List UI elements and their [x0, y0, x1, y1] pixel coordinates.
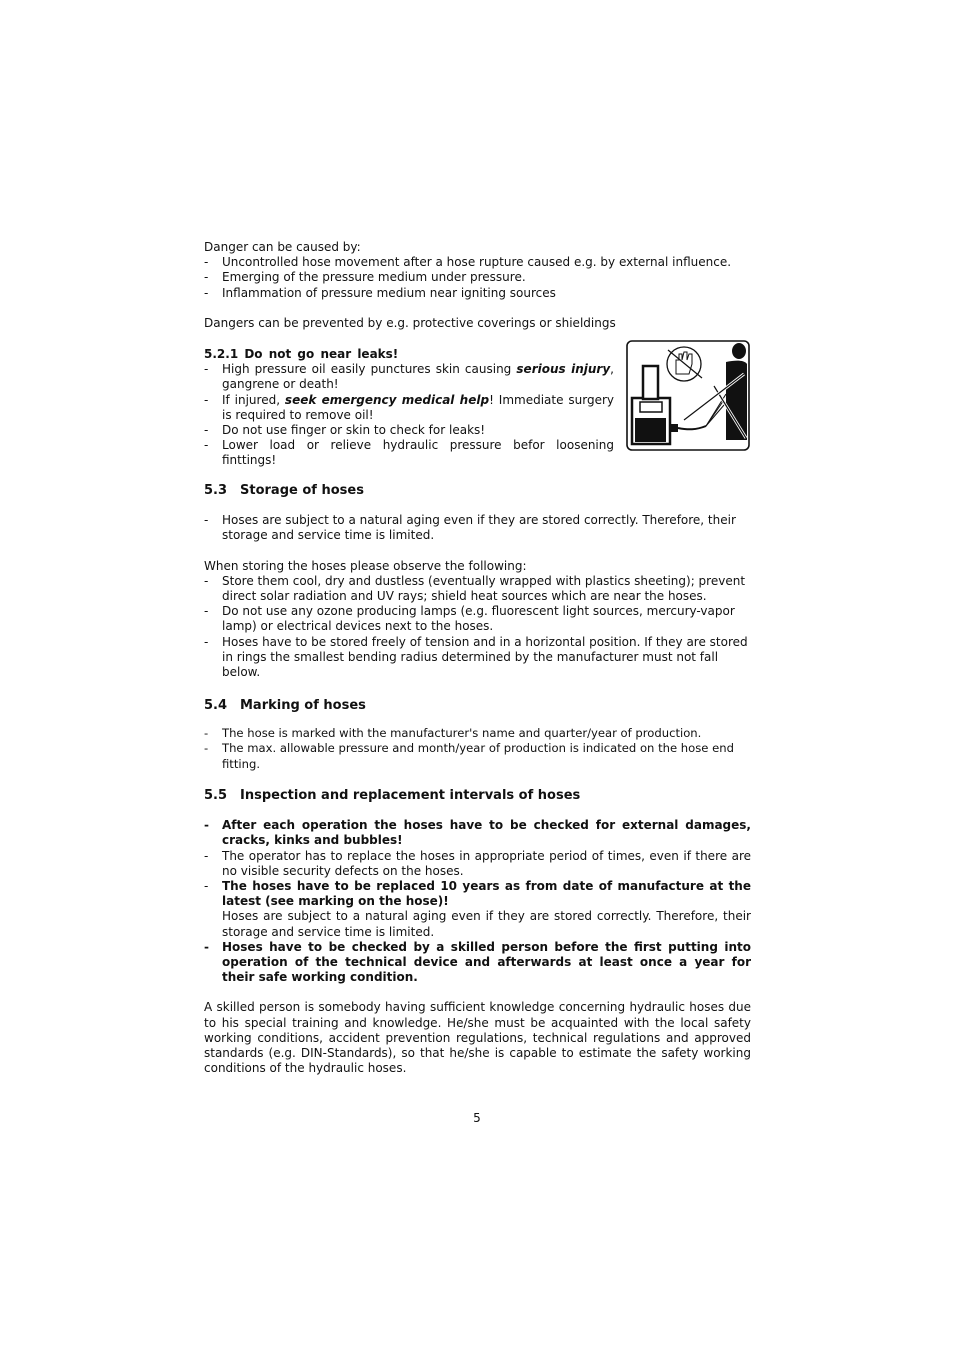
dash-marker: -	[204, 741, 209, 756]
danger-prevention: Dangers can be prevented by e.g. protective coverings or shieldings	[204, 315, 616, 330]
list-item-note: Hoses are subject to a natural aging even if they are stored correctly. Therefore, their storage and service time is limited.	[222, 909, 751, 939]
dash-marker: -	[204, 573, 209, 588]
inspection-section	[204, 788, 751, 1076]
danger-intro: Danger can be caused by:	[204, 240, 361, 254]
page-number: 5	[473, 1111, 481, 1125]
list-item-text: The operator has to replace the hoses in appropriate period of times, even if there are no visible security defects on the hoses.	[222, 848, 751, 878]
dash-marker: -	[204, 285, 209, 300]
inspection-list	[204, 818, 751, 985]
list-item	[204, 393, 614, 423]
list-item-text: Lower load or relieve hydraulic pressure befor loosening finttings!	[222, 438, 614, 468]
dash-marker: -	[204, 848, 209, 863]
leaks-section	[204, 347, 614, 469]
dash-marker: -	[204, 818, 209, 833]
list-item	[204, 574, 751, 604]
storage-aging-list	[204, 513, 751, 543]
emphasis-text: serious injury	[516, 362, 611, 377]
list-item	[204, 849, 751, 879]
list-item	[204, 270, 751, 285]
list-item	[204, 940, 751, 986]
dash-marker: -	[204, 939, 209, 954]
skilled-person-paragraph: A skilled person is somebody having sufficient knowledge concerning hydraulic hoses due to his special training and knowledge. He/she must be acquainted with the local safety working conditions, accident prevention regulations, technical regulations and approved standards (e.g. DIN-Standards), so that he/she is capable to estimate the safety working conditions of the hydraulic hoses.	[204, 1000, 751, 1076]
list-item-text: The max. allowable pressure and month/year of production is indicated on the hose end fitting.	[222, 741, 734, 771]
dash-marker: -	[204, 513, 209, 528]
list-item-text: Hoses have to be checked by a skilled person before the first putting into operation of the technical device and afterwards at least once a year for their safe working condition.	[222, 939, 751, 985]
storage-list	[204, 574, 751, 680]
section-heading	[204, 483, 751, 498]
list-item	[204, 438, 614, 468]
leaks-heading: 5.2.1 Do not go near leaks!	[204, 347, 399, 361]
section-title: Storage of hoses	[240, 483, 364, 498]
dash-marker: -	[204, 392, 209, 407]
dash-marker: -	[204, 604, 209, 619]
storage-observe: When storing the hoses please observe the following:	[204, 558, 527, 573]
list-item	[204, 818, 751, 848]
list-item-text: Hoses are subject to a natural aging even if they are stored correctly. Therefore, their storage and service time is limited.	[222, 513, 736, 543]
list-item	[204, 513, 751, 543]
danger-list	[204, 255, 751, 301]
list-item-text: If injured,	[222, 392, 285, 407]
marking-section	[204, 698, 751, 772]
section-heading	[204, 788, 751, 803]
leaks-list	[204, 362, 614, 468]
list-item	[204, 255, 751, 270]
dash-marker: -	[204, 362, 209, 377]
section-number: 5.5	[204, 788, 228, 803]
list-item-text: Hoses have to be stored freely of tension and in a horizontal position. If they are stored in rings the smallest bending radius determined by the manufacturer must not fall below.	[222, 634, 748, 680]
dash-marker: -	[204, 879, 209, 894]
list-item-text: The hose is marked with the manufacturer's name and quarter/year of production.	[222, 726, 702, 741]
dash-marker: -	[204, 270, 209, 285]
section-title: Marking of hoses	[240, 698, 366, 713]
list-item	[204, 286, 751, 301]
list-item-text: , gangrene or death!	[222, 362, 614, 392]
list-item	[204, 635, 751, 681]
list-item-text: ! Immediate surgery is required to remove oil!	[222, 392, 614, 422]
list-item-text: Inflammation of pressure medium near igniting sources	[222, 285, 556, 300]
danger-section	[204, 240, 751, 331]
list-item-text: Do not use finger or skin to check for leaks!	[222, 423, 486, 438]
list-item-text: High pressure oil easily punctures skin causing	[222, 362, 517, 377]
list-item	[204, 879, 751, 940]
dash-marker: -	[204, 634, 209, 649]
marking-list	[204, 726, 751, 772]
section-number: 5.4	[204, 698, 228, 713]
list-item	[204, 604, 751, 634]
dash-marker: -	[204, 726, 209, 741]
list-item	[204, 423, 614, 438]
emphasis-text: seek emergency medical help	[284, 392, 490, 407]
list-item-text: The hoses have to be replaced 10 years as from date of manufacture at the latest (see marking on the hose)!	[222, 879, 751, 909]
section-title: Inspection and replacement intervals of hoses	[240, 788, 581, 803]
list-item-text: Uncontrolled hose movement after a hose rupture caused e.g. by external influence.	[222, 255, 732, 270]
dash-marker: -	[204, 423, 209, 438]
list-item-text: Store them cool, dry and dustless (eventually wrapped with plastics sheeting); prevent direct solar radiation and UV rays; shield heat sources which are near the hoses.	[222, 573, 746, 604]
leak-warning-pictogram-icon	[626, 340, 750, 451]
list-item-text: Do not use any ozone producing lamps (e.g. fluorescent light sources, mercury-vapor lamp) or electrical devices next to the hoses.	[222, 604, 735, 634]
section-heading	[204, 698, 751, 713]
section-number: 5.3	[204, 483, 228, 498]
list-item	[204, 741, 751, 771]
dash-marker: -	[204, 255, 209, 270]
list-item	[204, 726, 751, 741]
list-item-text: Emerging of the pressure medium under pressure.	[222, 270, 526, 285]
dash-marker: -	[204, 438, 209, 453]
list-item-text: After each operation the hoses have to be checked for external damages, cracks, kinks and bubbles!	[222, 818, 751, 848]
storage-section	[204, 483, 751, 680]
list-item	[204, 362, 614, 392]
